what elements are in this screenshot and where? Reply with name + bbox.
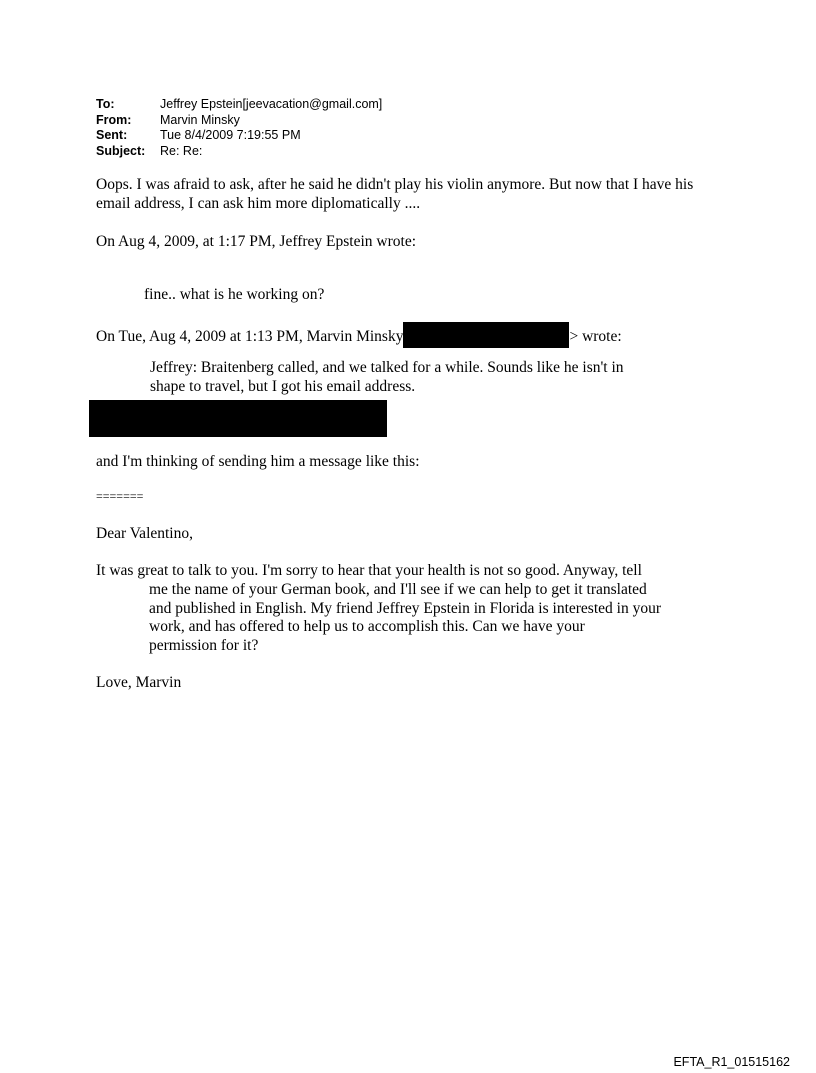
letter-line-5: permission for it? — [149, 637, 259, 654]
subject-value: Re: Re: — [160, 143, 203, 158]
sent-row — [96, 128, 382, 144]
email-header-block — [96, 97, 382, 159]
to-value: Jeffrey Epstein[jeevacation@gmail.com] — [160, 97, 383, 111]
sent-label: Sent: — [96, 128, 128, 142]
to-label: To: — [96, 97, 115, 111]
body-paragraph-1-line-2: email address, I can ask him more diplomatically .... — [96, 195, 421, 212]
to-row — [96, 97, 382, 113]
sent-value: Tue 8/4/2009 7:19:55 PM — [160, 128, 301, 142]
from-label: From: — [96, 112, 132, 127]
quote-2-line-1: Jeffrey: Braitenberg called, and we talked for a while. Sounds like he isn't in — [150, 359, 624, 376]
letter-line-2: me the name of your German book, and I'll see if we can help to get it translated — [149, 581, 647, 598]
separator-line: ======= — [96, 489, 144, 503]
letter-line-3: and published in English. My friend Jeffrey Epstein in Florida is interested in your — [149, 600, 661, 617]
from-value: Marvin Minsky — [160, 112, 240, 127]
thinking-line: and I'm thinking of sending him a message like this: — [96, 453, 420, 470]
subject-label: Subject: — [96, 143, 146, 158]
subject-row — [96, 144, 382, 160]
body-paragraph-1-line-1: Oops. I was afraid to ask, after he said he didn't play his violin anymore. But now that I have his — [96, 176, 694, 193]
from-row — [96, 113, 382, 129]
letter-line-4: work, and has offered to help us to accomplish this. Can we have your — [149, 618, 585, 635]
document-id: EFTA_R1_01515162 — [673, 1055, 790, 1069]
redaction-block — [89, 400, 387, 437]
quote-2-attribution-suffix: > wrote: — [569, 328, 622, 345]
quote-1-attribution: On Aug 4, 2009, at 1:17 PM, Jeffrey Epstein wrote: — [96, 233, 417, 250]
quote-2-attribution-prefix: On Tue, Aug 4, 2009 at 1:13 PM, Marvin Minsky — [96, 328, 404, 345]
greeting: Dear Valentino, — [96, 525, 193, 542]
redaction-email-inline — [403, 322, 569, 348]
letter-line-1: It was great to talk to you. I'm sorry to hear that your health is not so good. Anyway, tell — [96, 562, 642, 579]
quote-1-text: fine.. what is he working on? — [144, 286, 325, 303]
quote-2-attribution — [96, 322, 622, 348]
signoff: Love, Marvin — [96, 674, 182, 691]
quote-2-line-2: shape to travel, but I got his email address. — [150, 378, 416, 395]
